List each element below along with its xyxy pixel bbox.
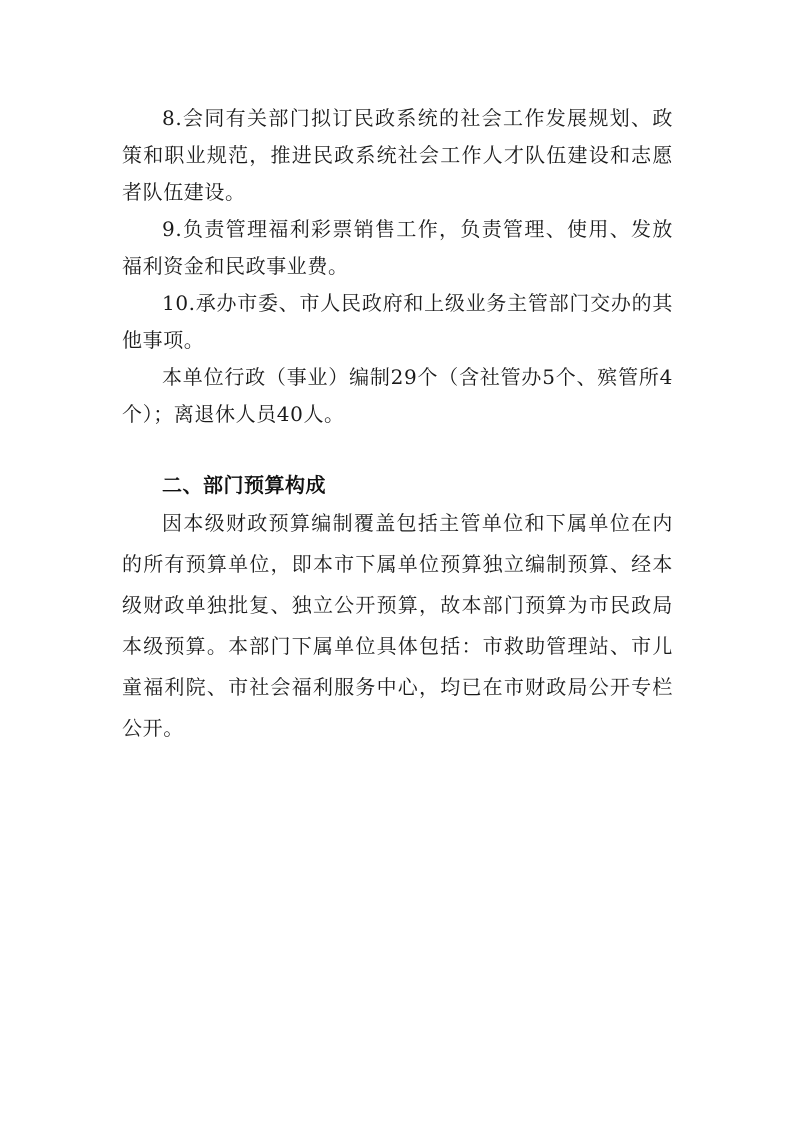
section-heading: 二、部门预算构成 [162, 473, 326, 497]
paragraph-item-10: 10.承办市委、市人民政府和上级业务主管部门交办的其他事项。 [122, 291, 673, 352]
paragraph-item-8: 8.会同有关部门拟订民政系统的社会工作发展规划、政策和职业规范，推进民政系统社会工作人才队伍建设和志愿者队伍建设。 [122, 106, 673, 204]
paragraph-item-9: 9.负责管理福利彩票销售工作，负责管理、使用、发放福利资金和民政事业费。 [122, 217, 673, 278]
section-body-paragraph: 因本级财政预算编制覆盖包括主管单位和下属单位在内的所有预算单位，即本市下属单位预算独立编制预算、经本级财政单独批复、独立公开预算，故本部门预算为市民政局本级预算。本部门下属单位具体包括：市救助管理站、市儿童福利院、市社会福利服务中心，均已在市财政局公开专栏公开。 [122, 511, 673, 740]
document-body [122, 100, 673, 749]
paragraph-staffing: 本单位行政（事业）编制29个（含社管办5个、殡管所4个）；离退休人员40人。 [122, 365, 673, 426]
section-budget-composition [122, 467, 673, 749]
